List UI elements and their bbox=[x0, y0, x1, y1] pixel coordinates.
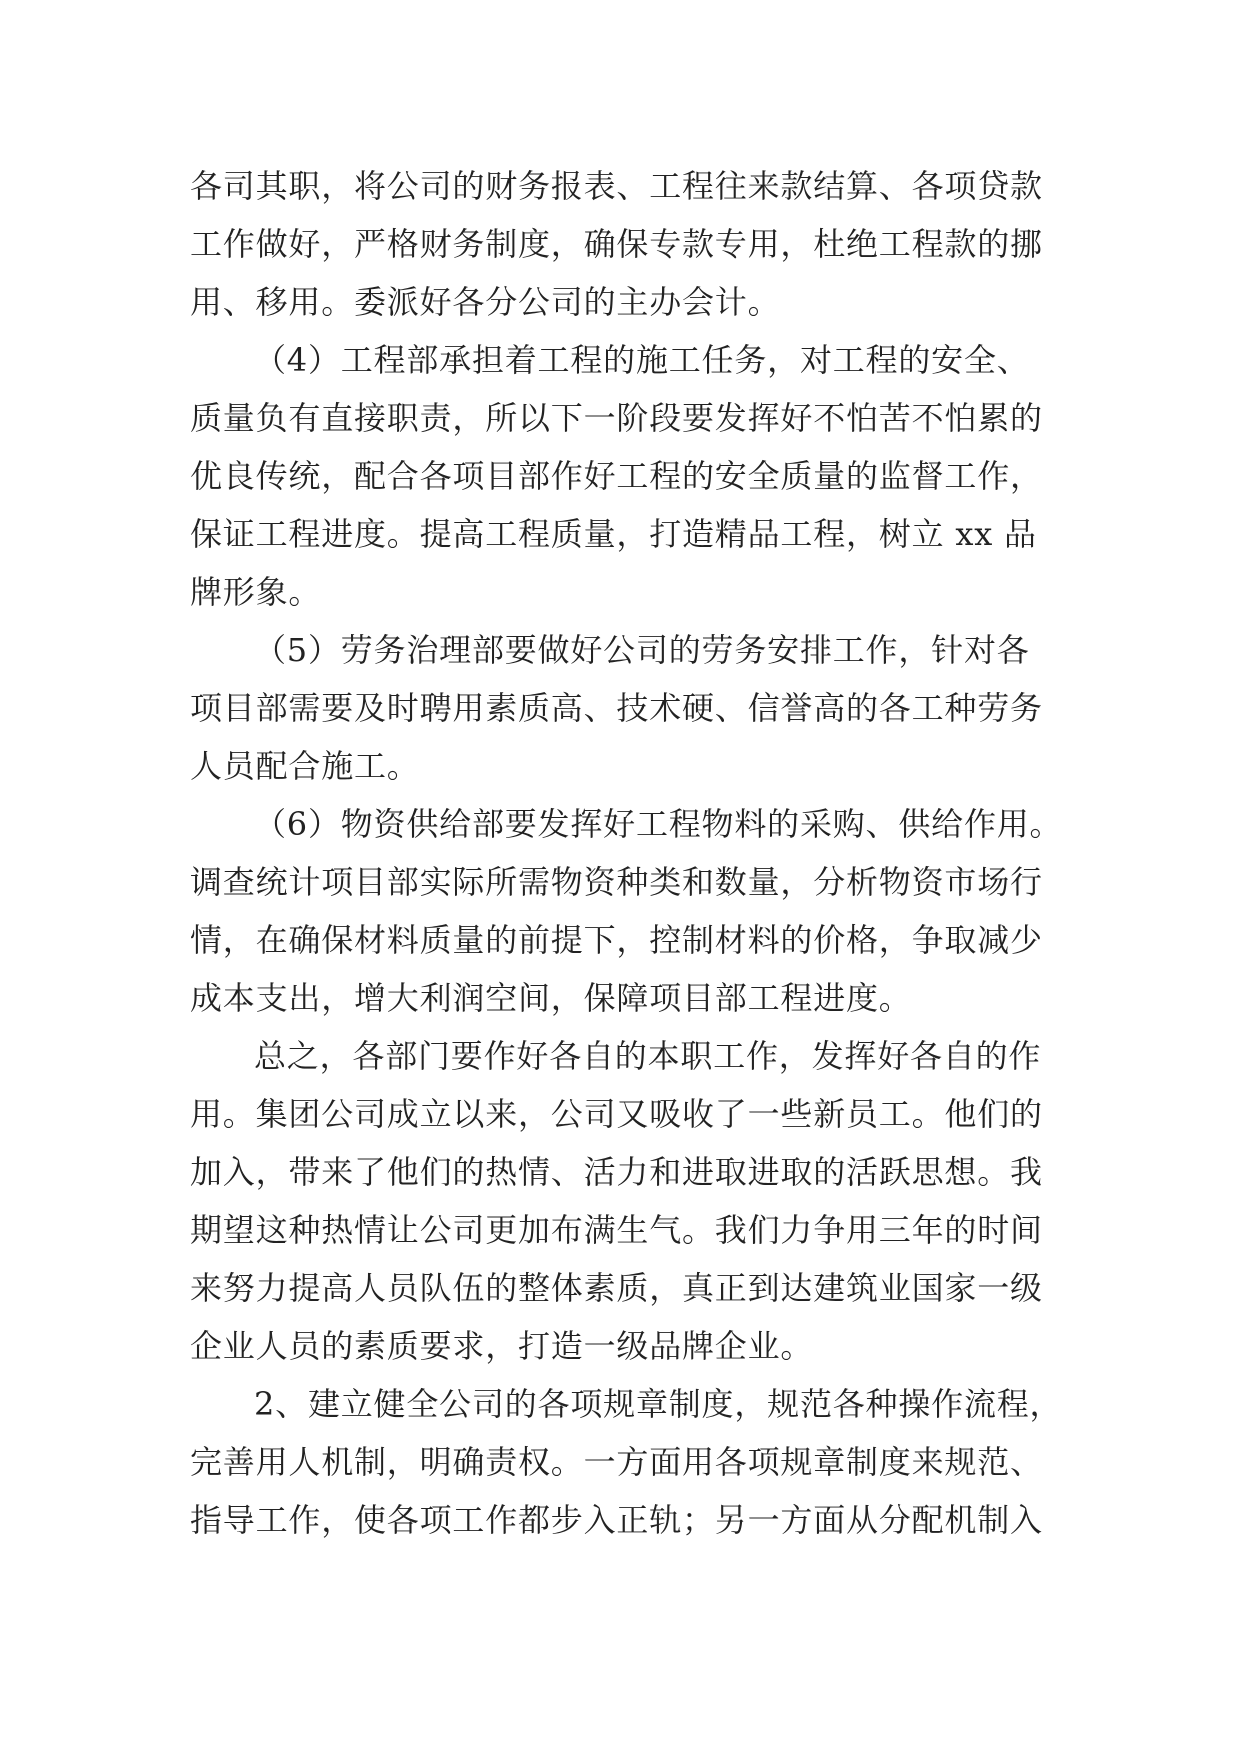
text-line: 成本支出，增大利润空间，保障项目部工程进度。 bbox=[190, 979, 912, 1017]
text-line: 项目部需要及时聘用素质高、技术硬、信誉高的各工种劳务 bbox=[190, 689, 1043, 727]
text-line: 用。集团公司成立以来，公司又吸收了一些新员工。他们的 bbox=[190, 1095, 1043, 1133]
text-line: 牌形象。 bbox=[190, 573, 322, 611]
text-line: 来努力提高人员队伍的整体素质，真正到达建筑业国家一级 bbox=[190, 1269, 1043, 1307]
text-line: 调查统计项目部实际所需物资种类和数量，分析物资市场行 bbox=[190, 863, 1043, 901]
text-line: 总之，各部门要作好各自的本职工作，发挥好各自的作 bbox=[254, 1037, 1042, 1075]
text-line: 质量负有直接职责，所以下一阶段要发挥好不怕苦不怕累的 bbox=[190, 399, 1043, 437]
document-body bbox=[190, 157, 1063, 1549]
text-line: 各司其职，将公司的财务报表、工程往来款结算、各项贷款 bbox=[190, 167, 1043, 205]
text-line: 优良传统，配合各项目部作好工程的安全质量的监督工作， bbox=[190, 457, 1043, 495]
text-line: 完善用人机制，明确责权。一方面用各项规章制度来规范、 bbox=[190, 1443, 1043, 1481]
text-line: 情，在确保材料质量的前提下，控制材料的价格，争取减少 bbox=[190, 921, 1043, 959]
text-line: 企业人员的素质要求，打造一级品牌企业。 bbox=[190, 1327, 814, 1365]
text-line: 人员配合施工。 bbox=[190, 747, 420, 785]
text-line: 2、建立健全公司的各项规章制度，规范各种操作流程， bbox=[254, 1385, 1063, 1423]
text-line: （4）工程部承担着工程的施工任务，对工程的安全、 bbox=[254, 341, 1030, 379]
text-line: （6）物资供给部要发挥好工程物料的采购、供给作用。 bbox=[254, 805, 1063, 843]
text-line: 用、移用。委派好各分公司的主办会计。 bbox=[190, 283, 781, 321]
text-line: 工作做好，严格财务制度，确保专款专用，杜绝工程款的挪 bbox=[190, 225, 1043, 263]
text-line: 保证工程进度。提高工程质量，打造精品工程，树立 xx 品 bbox=[190, 515, 1037, 553]
text-line: 期望这种热情让公司更加布满生气。我们力争用三年的时间 bbox=[190, 1211, 1043, 1249]
text-line: （5）劳务治理部要做好公司的劳务安排工作，针对各 bbox=[254, 631, 1030, 669]
text-line: 指导工作，使各项工作都步入正轨；另一方面从分配机制入 bbox=[190, 1501, 1043, 1539]
text-line: 加入，带来了他们的热情、活力和进取进取的活跃思想。我 bbox=[190, 1153, 1043, 1191]
